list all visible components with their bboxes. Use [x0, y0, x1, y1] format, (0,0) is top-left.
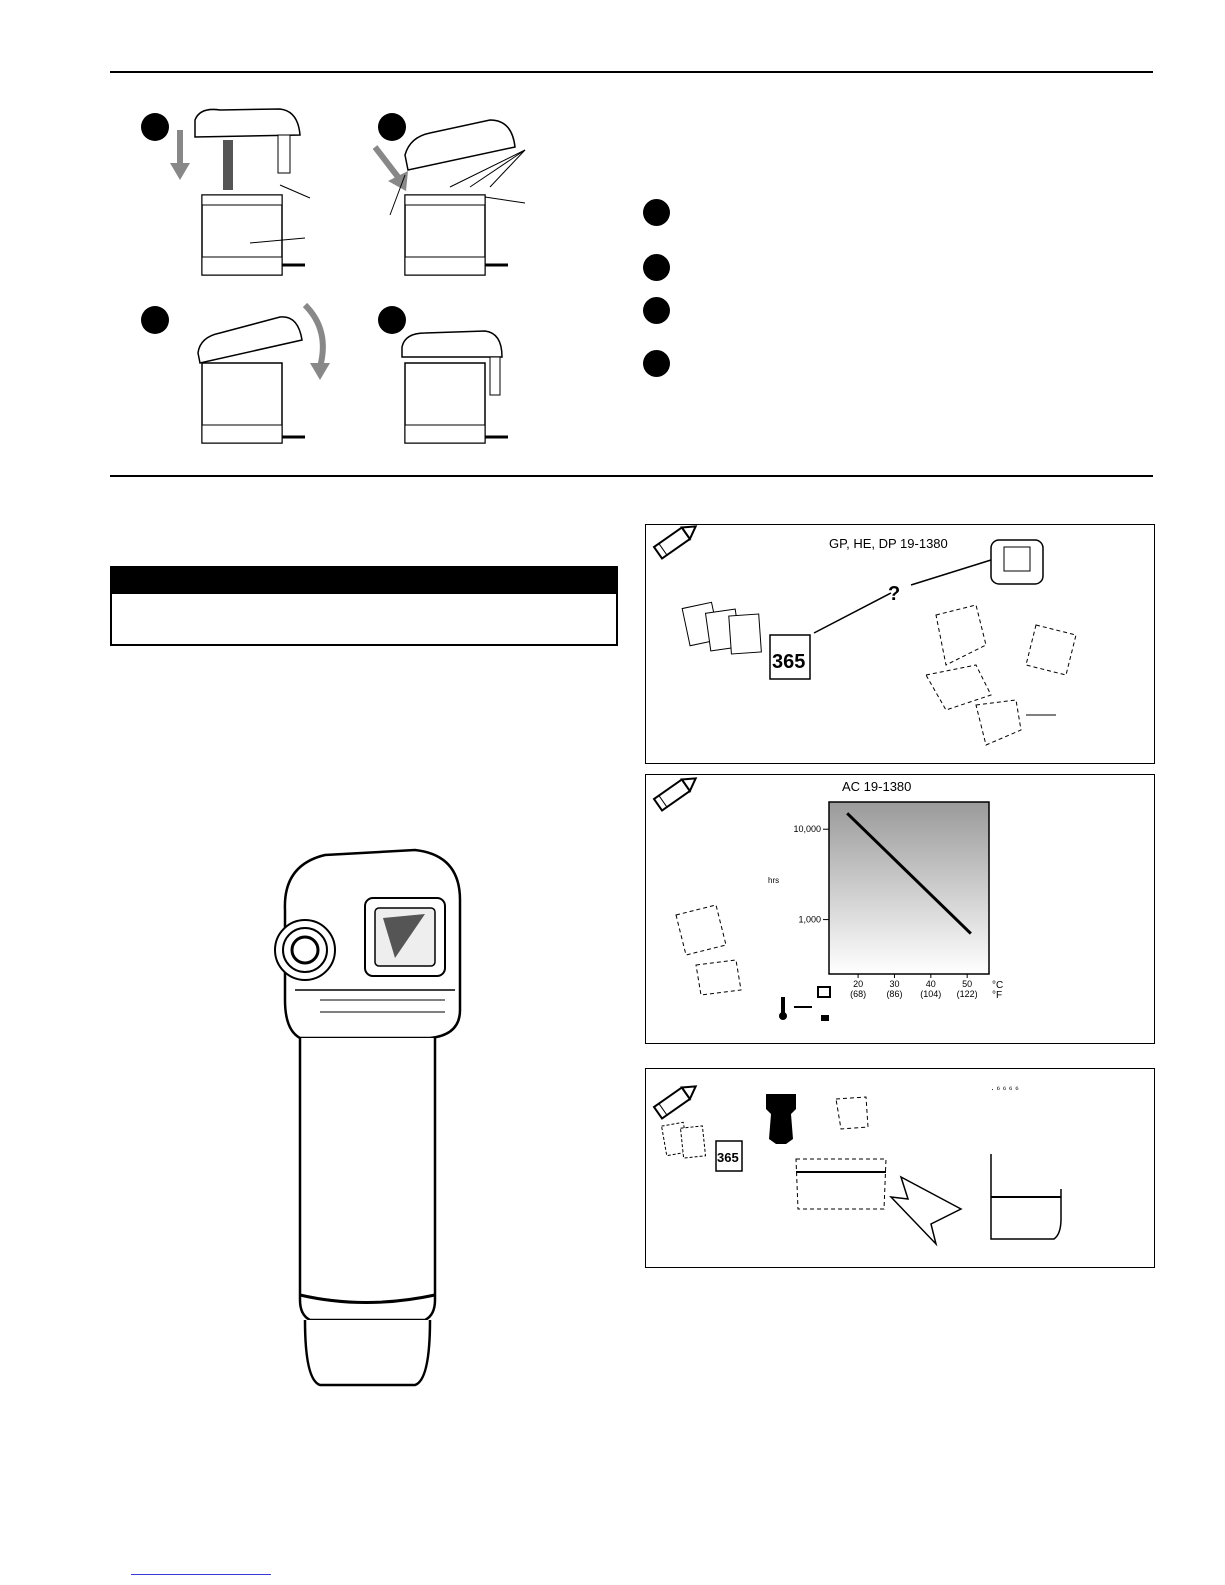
arrow-down-icon [170, 130, 190, 180]
pencil-icon [654, 1081, 700, 1119]
thermometer-icon [779, 997, 787, 1020]
x-tick-label-f: (86) [886, 989, 903, 999]
step-badge-2 [378, 113, 406, 141]
y-tick-label: 1,000 [798, 914, 821, 925]
section-rule [110, 475, 1153, 477]
step-badge-right-4 [643, 350, 670, 377]
footer-link-underline[interactable] [131, 1574, 271, 1575]
large-arrow-icon [891, 1177, 961, 1244]
y-tick-label: 10,000 [793, 824, 821, 835]
arrow-diag-icon [375, 147, 408, 191]
x-tick-label-c: 20 [853, 979, 864, 989]
x-tick-label-f: (68) [850, 989, 867, 999]
unit-fahrenheit: °F [992, 990, 1003, 1001]
service-life-chart [646, 775, 1154, 1043]
service-panel-3 [645, 1068, 1155, 1268]
service-life-chart-panel [645, 774, 1155, 1044]
warning-header-bar [112, 568, 616, 594]
chart-plot-area [829, 802, 989, 974]
step-badge-3 [141, 306, 169, 334]
filter-housing-illustration [265, 840, 465, 1400]
calendar-365-label: 365 [772, 651, 806, 673]
svg-text:· ⁶ ⁶ ⁶ ⁶: · ⁶ ⁶ ⁶ ⁶ [991, 1084, 1019, 1094]
pencil-icon [654, 525, 700, 558]
unit-celsius: °C [992, 980, 1004, 991]
step-badge-1 [141, 113, 169, 141]
filter-head-install-diagram [130, 95, 550, 455]
step-badge-4 [378, 306, 406, 334]
calendar-365-label: 365 [717, 1150, 739, 1165]
question-mark: ? [888, 583, 901, 605]
pencil-icon [654, 775, 700, 810]
y-axis-label: hrs [768, 876, 780, 885]
arrow-curve-icon [305, 305, 330, 380]
warning-box [110, 566, 618, 646]
step-badge-right-2 [643, 254, 670, 281]
service-panel-1 [645, 524, 1155, 764]
step-badge-right-1 [643, 199, 670, 226]
step-badge-right-3 [643, 297, 670, 324]
x-tick-label-f: (122) [956, 989, 978, 999]
x-tick-label-c: 50 [962, 979, 973, 989]
x-tick-label-c: 40 [925, 979, 936, 989]
calendar-icon [662, 1122, 742, 1171]
top-rule [110, 71, 1153, 73]
panel1-title: GP, HE, DP 19-1380 [829, 536, 948, 551]
x-tick-label-c: 30 [889, 979, 900, 989]
calendar-icon [682, 602, 810, 679]
x-tick-label-f: (104) [920, 989, 942, 999]
panel2-title: AC 19-1380 [842, 779, 912, 794]
